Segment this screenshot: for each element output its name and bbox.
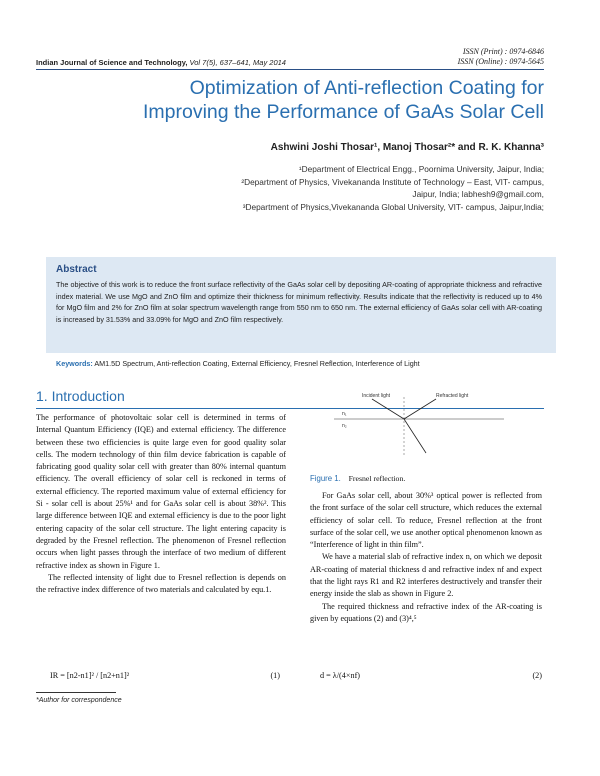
- author-list: Ashwini Joshi Thosar¹, Manoj Thosar²* and R. K. Khanna³: [270, 142, 544, 153]
- figure-caption-label: Figure 1.: [310, 474, 341, 483]
- figure-caption: [310, 474, 405, 483]
- right-paragraph-2: We have a material slab of refractive index n, on which we deposit AR-coating of material thickness d and refractive index nf and expect that the light rays R1 and R2 interferes destructively and transfer their energy inside the slab as shown in Figure 2.: [310, 552, 542, 599]
- keywords-label: Keywords:: [56, 359, 93, 368]
- header-rule: [36, 69, 544, 70]
- refracted-ray: [404, 419, 426, 453]
- incident-ray: [372, 399, 404, 419]
- right-paragraph-1: For GaAs solar cell, about 30%³ optical power is reflected from the front surface of the solar cell structure, which reduces the external efficiency of solar cell. To reduce, Fresnel reflection at the front surface of the solar cell, we use another optical phenomenon known as “Interference of light in thin film”.: [310, 491, 542, 550]
- incident-light-label: Incident light: [362, 393, 391, 399]
- n1-label: n₁: [342, 411, 347, 417]
- journal-volume: Vol 7(5), 637–641, May 2014: [189, 58, 286, 67]
- equation-1: [50, 671, 280, 680]
- footnote: *Author for correspondence: [36, 697, 122, 704]
- reflected-ray: [404, 399, 436, 419]
- footnote-rule: [36, 692, 116, 693]
- equation-1-formula: IR = [n2-n1]² / [n2+n1]²: [50, 671, 130, 680]
- refracted-light-label: Refracted light: [436, 393, 469, 399]
- equation-2-number: (2): [532, 671, 542, 680]
- fresnel-reflection-figure: [334, 393, 504, 458]
- keywords: [56, 359, 420, 368]
- figure-caption-text: Fresnel reflection.: [348, 474, 406, 483]
- equation-2-formula: d = λ/(4×nf): [320, 671, 361, 680]
- intro-paragraph-2: The reflected intensity of light due to Fresnel reflection is depends on the refractive index difference of two materials and calculated by equ.1.: [36, 572, 286, 595]
- affiliation-1: ¹Department of Electrical Engg., Poornima University, Jaipur, India;: [298, 164, 544, 174]
- journal-header: [36, 58, 286, 67]
- issn-print: ISSN (Print) : 0974-6846: [462, 47, 544, 56]
- issn-block: [458, 47, 544, 67]
- equation-2: [320, 671, 542, 680]
- left-column: [36, 412, 286, 596]
- title-line-1: Optimization of Anti-reflection Coating for: [189, 77, 544, 99]
- intro-paragraph-1: The performance of photovoltaic solar cell is determined in terms of Internal Quantum Efficiency (IQE) and external efficiency. The difference between these two efficiencies is quite large even for good quality solar cells. The modern technology of thin film device fabrication is capable of fabricating good quality solar cell with greater than 80% internal quantum efficiency. The overall efficiency of solar cell is reckoned in terms of external efficiency. The reported maximum value of external efficiency for Si - solar cell is about 25%¹ and for GaAs solar cell is about 38%². This large difference between IQE and external efficiency is due to the poor light entering capacity of the solar cell structure. The light entering capacity is degraded by the Fresnel reflection. The phenomenon of Fresnel reflection occurs when light passes through the interface of two medium of different refractive index as shown in Figure 1.: [36, 413, 286, 570]
- affiliations: [114, 163, 544, 213]
- abstract-text: The objective of this work is to reduce the front surface reflectivity of the GaAs solar cell by depositing AR-coating of appropriate thickness and refractive index material. We use MgO and ZnO film and optimize their thickness for minimum reflectivity. Results indicate that the reflectivity is reduced up to 4% for MgO film and 2% for ZnO film at solar spectrum wavelength range from 550 nm to 650 nm. The external efficiency of GaAs solar cell with AR-coating is increased by 31.53% and 33.09% for MgO and ZnO film respectively.: [56, 280, 542, 324]
- right-paragraph-3: The required thickness and refractive index of the AR-coating is given by equations (2) and (3)⁴,⁵: [310, 601, 542, 623]
- n2-label: n₂: [342, 423, 347, 429]
- keywords-text: AM1.5D Spectrum, Anti-reflection Coating, External Efficiency, Fresnel Reflection, Interference of Light: [94, 359, 420, 368]
- abstract-heading: Abstract: [56, 264, 97, 275]
- section-heading: 1. Introduction: [36, 388, 125, 404]
- journal-name: Indian Journal of Science and Technology,: [36, 58, 188, 67]
- affiliation-2b: Jaipur, India; labhesh9@gmail.com,: [412, 189, 544, 200]
- title-line-2: Improving the Performance of GaAs Solar Cell: [142, 101, 544, 123]
- issn-online: ISSN (Online) : 0974-5645: [457, 57, 544, 66]
- affiliation-2: ²Department of Physics, Vivekananda Institute of Technology – East, VIT- campus,: [241, 176, 544, 187]
- right-column: [310, 490, 542, 625]
- paper-title: [60, 76, 544, 124]
- affiliation-3: ³Department of Physics,Vivekananda Global University, VIT- campus, Jaipur,India;: [242, 201, 544, 212]
- equation-1-number: (1): [270, 671, 280, 680]
